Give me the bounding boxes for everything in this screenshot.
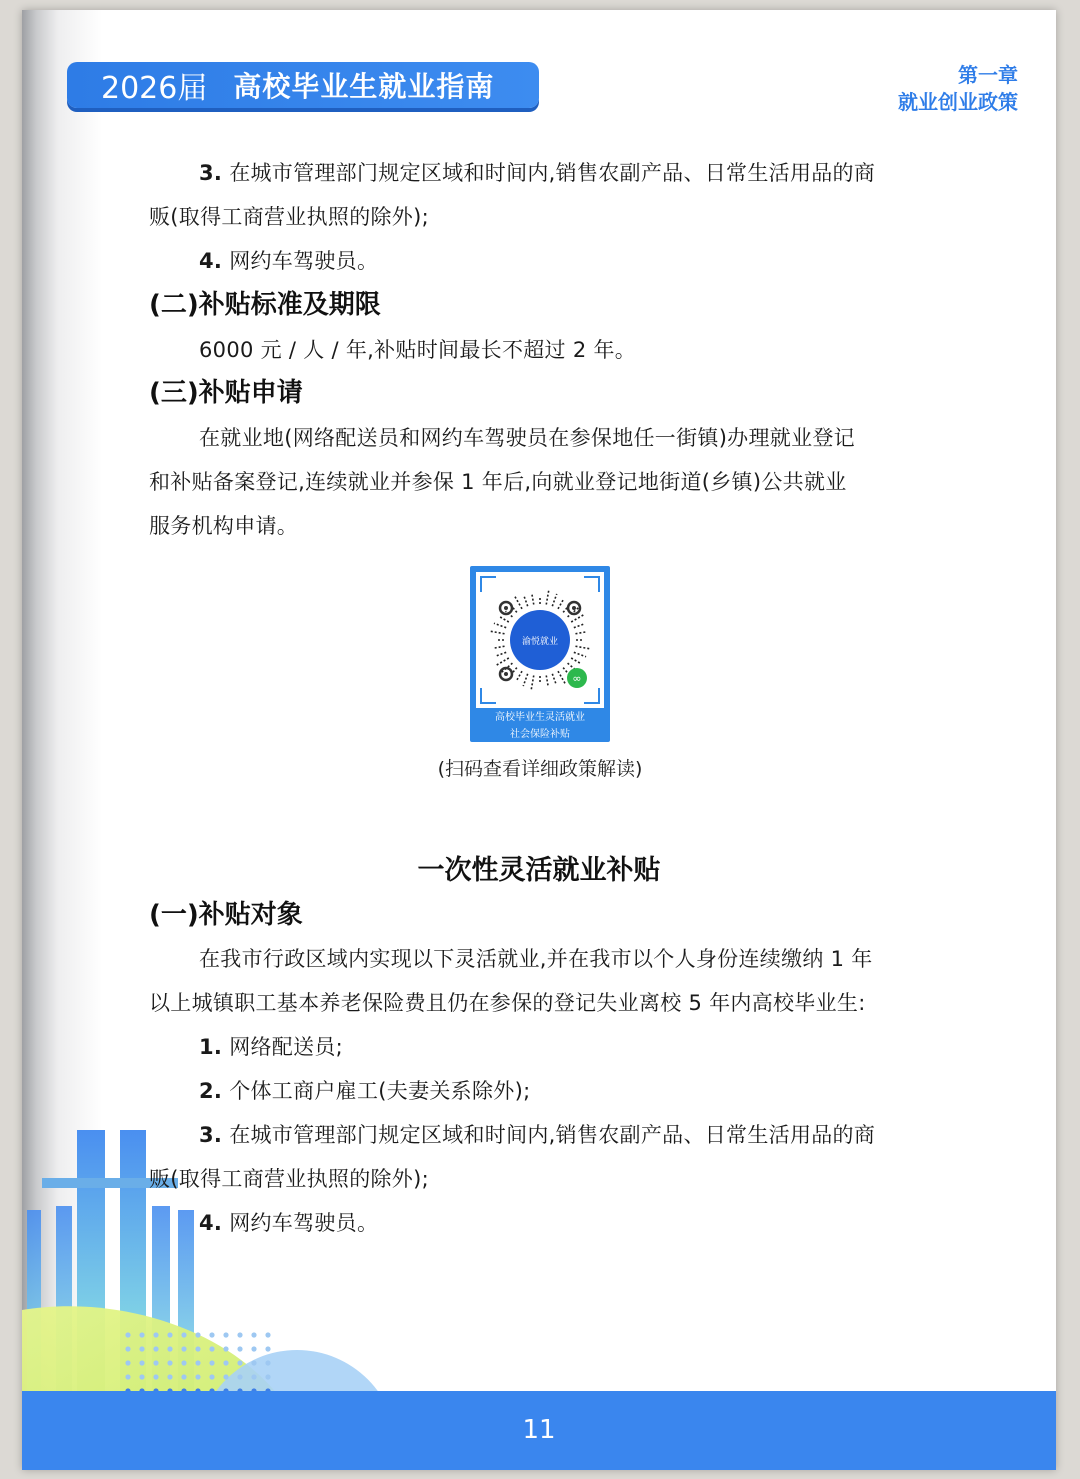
qr-caption <box>470 709 610 743</box>
list-number: 1. <box>199 1035 223 1059</box>
decorative-dot <box>167 1332 172 1337</box>
guide-title-banner <box>67 62 539 108</box>
qr-center-label: 渝悦就业 <box>521 637 558 647</box>
decorative-dot <box>223 1346 228 1351</box>
paragraph-line: 贩(取得工商营业执照的除外); <box>149 205 429 229</box>
decorative-dot <box>265 1332 270 1337</box>
qr-module <box>531 675 534 690</box>
qr-module <box>532 595 534 605</box>
qr-module <box>495 646 505 648</box>
decorative-dot <box>195 1374 200 1379</box>
decorative-dot <box>181 1374 186 1379</box>
decorative-dot <box>237 1360 242 1365</box>
list-text: 网约车驾驶员。 <box>229 249 379 273</box>
decorative-dot <box>237 1374 242 1379</box>
qr-module <box>558 671 565 683</box>
decorative-dot <box>195 1360 200 1365</box>
qr-module <box>568 663 575 669</box>
list-number: 4. <box>199 249 223 273</box>
paragraph-line: 6000 元 / 人 / 年,补贴时间最长不超过 2 年。 <box>199 338 637 362</box>
qr-caption-line: 社会保险补贴 <box>510 729 570 740</box>
qr-module <box>523 674 527 686</box>
section-title: 一次性灵活就业补贴 <box>417 855 661 886</box>
document-page <box>22 10 1056 1470</box>
decorative-dot <box>265 1374 270 1379</box>
qr-module <box>552 594 556 606</box>
list-item <box>199 157 875 187</box>
list-item <box>199 1031 343 1061</box>
qr-caption-line: 高校毕业生灵活就业 <box>495 712 585 723</box>
decorative-dot <box>139 1374 144 1379</box>
qr-module <box>494 623 506 627</box>
section-heading: (三)补贴申请 <box>149 378 303 408</box>
decorative-dot <box>237 1346 242 1351</box>
list-text: 在城市管理部门规定区域和时间内,销售农副产品、日常生活用品的商 <box>229 1123 876 1147</box>
decorative-dot <box>251 1346 256 1351</box>
decorative-dot <box>139 1332 144 1337</box>
list-item <box>199 1075 530 1105</box>
list-number: 2. <box>199 1079 223 1103</box>
decorative-dot <box>125 1374 130 1379</box>
qr-module <box>495 652 506 656</box>
list-item <box>199 1207 378 1237</box>
list-item <box>199 245 378 275</box>
list-text: 网约车驾驶员。 <box>229 1211 379 1235</box>
chapter-label <box>898 62 1018 116</box>
decorative-dot <box>251 1374 256 1379</box>
paragraph-line: 贩(取得工商营业执照的除外); <box>149 1167 429 1191</box>
decorative-dot <box>195 1346 200 1351</box>
qr-module <box>499 617 509 623</box>
qr-module <box>524 595 528 606</box>
qr-module <box>571 658 581 664</box>
chapter-subtitle: 就业创业政策 <box>898 90 1018 114</box>
paragraph-line: 和补贴备案登记,连续就业并参保 1 年后,向就业登记地街道(乡镇)公共就业 <box>149 470 847 494</box>
decorative-dot <box>209 1374 214 1379</box>
decorative-dot <box>125 1346 130 1351</box>
qr-module <box>552 674 556 685</box>
list-text: 在城市管理部门规定区域和时间内,销售农副产品、日常生活用品的商 <box>229 161 876 185</box>
decorative-dot <box>195 1332 200 1337</box>
decorative-dot <box>223 1374 228 1379</box>
qr-module <box>571 615 583 622</box>
decorative-dot <box>181 1360 186 1365</box>
qr-module <box>575 646 590 649</box>
decorative-dot <box>181 1346 186 1351</box>
decorative-dot <box>153 1360 158 1365</box>
qr-module <box>546 590 549 605</box>
page-number: 11 <box>522 1415 556 1445</box>
qr-module <box>575 632 585 634</box>
qr-module <box>517 671 523 681</box>
decorative-dot <box>251 1360 256 1365</box>
decorative-dot <box>139 1360 144 1365</box>
decorative-dot <box>125 1360 130 1365</box>
qr-module <box>546 675 548 685</box>
section-heading: (二)补贴标准及期限 <box>149 290 381 320</box>
decorative-dot <box>237 1332 242 1337</box>
section-heading: (一)补贴对象 <box>149 900 303 930</box>
decorative-dot <box>209 1332 214 1337</box>
paragraph-line: 在我市行政区域内实现以下灵活就业,并在我市以个人身份连续缴纳 1 年 <box>199 947 873 971</box>
svg-text:∞: ∞ <box>572 672 582 685</box>
qr-module <box>490 631 505 634</box>
decorative-dot <box>153 1346 158 1351</box>
decorative-dot <box>223 1332 228 1337</box>
decorative-dot <box>181 1332 186 1337</box>
qr-module <box>515 597 522 609</box>
paragraph-line: 服务机构申请。 <box>149 514 299 538</box>
decorative-dot <box>167 1374 172 1379</box>
decorative-dot <box>265 1360 270 1365</box>
chapter-number: 第一章 <box>958 63 1018 87</box>
list-number: 4. <box>199 1211 223 1235</box>
qr-module <box>574 624 585 628</box>
decorative-dot <box>153 1332 158 1337</box>
title-year: 2026届 <box>101 71 208 106</box>
decorative-dot <box>167 1346 172 1351</box>
decorative-dot <box>125 1332 130 1337</box>
paragraph-line: 在就业地(网络配送员和网约车驾驶员在参保地任一街镇)办理就业登记 <box>199 426 855 450</box>
decorative-dot <box>223 1360 228 1365</box>
title-text: 高校毕业生就业指南 <box>233 70 495 103</box>
decorative-dot <box>209 1346 214 1351</box>
decorative-dot <box>167 1360 172 1365</box>
list-number: 3. <box>199 1123 223 1147</box>
decorative-dot <box>139 1346 144 1351</box>
list-number: 3. <box>199 161 223 185</box>
decorative-dot <box>251 1332 256 1337</box>
qr-module <box>558 599 564 609</box>
decorative-dot <box>265 1346 270 1351</box>
paragraph-line: 以上城镇职工基本养老保险费且仍在参保的登记失业离校 5 年内高校毕业生: <box>149 991 866 1015</box>
qr-note: (扫码查看详细政策解读) <box>437 758 643 780</box>
decorative-dot <box>153 1374 158 1379</box>
list-text: 个体工商户雇工(夫妻关系除外); <box>229 1079 531 1103</box>
qr-module <box>497 658 509 665</box>
list-text: 网络配送员; <box>229 1035 344 1059</box>
qr-module <box>574 652 586 656</box>
list-item <box>199 1119 875 1149</box>
qr-code-card[interactable] <box>470 566 610 742</box>
qr-code <box>476 572 604 708</box>
decorative-dot <box>209 1360 214 1365</box>
